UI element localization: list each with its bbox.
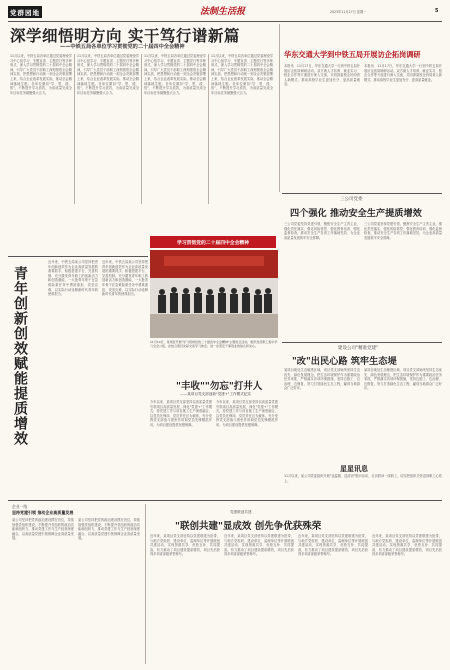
main-subtitle: ——中铁五局各单位学习贯彻党的二十届四中全会精神 xyxy=(60,44,185,50)
four-body-col-1: 三公司党委坚持党建引领，聚焦安全生产主责主业，强化责任落实、强化风险管控、强化教育培训、强化监督检查，推动安全生产各项工作落地见效，为企业高质量发展筑牢安全屏障。 xyxy=(284,222,360,240)
side-vertical-headline: 青年创新创效赋能提质增效 xyxy=(12,266,28,446)
right-top-body-col-1: 本报讯 11月17日，华东交通大学一行到中铁五局开展访企拓岗调研活动。双方就人才培养、就业实习、校企合作等方面进行深入交流，共同探索校企协同育人新模式，推动高校毕业生更加充分、更高质量就业。 xyxy=(284,64,360,87)
eco-body-col-1: 某项目地处生态敏感区域，项目党支部始终坚持生态优先、绿色发展理念，把生态环境保护作为重要政治任务来抓，严格落实各项环保措施，坚持边施工、边治理、边修复，努力打造绿色生态工程，赢得当地群众广泛好评。 xyxy=(284,368,360,391)
masthead-rule xyxy=(8,21,442,22)
star-news-headline: 星星讯息 xyxy=(340,464,368,473)
bottom-body-col-2: 近年来，某项目党支部坚持以党建联建为纽带，与地方党组织、建设单位、监理单位等开展联创共建活动，实现资源共享、优势互补、共同提高，有力推动了项目建设提质增效，项目先后获得多项省部级荣誉称号。 xyxy=(224,534,294,557)
harvest-body-col-1: 今年以来，某项目党支部坚持以高质量党建引领项目高质量发展，深化"党建+"工作模式，将党建工作与项目施工生产深度融合，以党员先锋岗、党员责任区为载体，充分发挥党支部战斗堡垒作用和党员先锋模范作用，为项目建设提供坚强保障。 xyxy=(150,400,212,427)
side-kicker xyxy=(24,262,29,266)
main-headline: 深学细悟明方向 实干笃行谱新篇 xyxy=(10,26,240,45)
date-line: 2023年11月27日 星期一 xyxy=(330,10,367,14)
paper-logo: 法制生活报 xyxy=(200,7,246,17)
harvest-headline: "丰收""勿忘"打井人 xyxy=(176,381,263,392)
bottom-left-body-col-2: 某公司坚持把党的政治建设摆在首位，持续加强党组织建设，不断提升党组织的政治功能和组织力，推动党建工作与生产经营深度融合，以高质量党建引领保障企业高质量发展。 xyxy=(78,518,140,541)
bottom-left-headline: 坚持党建引领 推动企业高质量发展 xyxy=(12,510,74,515)
four-body-col-2: 三公司党委坚持党建引领，聚焦安全生产主责主业，强化责任落实、强化风险管控、强化教育培训、强化监督检查，推动安全生产各项工作落地见效，为企业高质量发展筑牢安全屏障。 xyxy=(364,222,442,240)
side-body-col-2: 近年来，中铁五局某公司坚持把青年创新创效作为企业高质量发展的重要抓手，积极搭建平台、完善机制，充分激发青年职工的创新活力和创造潜能，一大批青年骨干在急难险重任务中勇挑重担、攻坚克难，以实际行动诠释新时代青年的使命担当。 xyxy=(102,260,148,297)
right-top-headline: 华东交通大学到中铁五局开展访企拓岗调研 xyxy=(284,50,421,59)
main-body-col-1: 11月以来，中铁五局各单位通过党委理论学习中心组学习、专题宣讲、主题党日等多种形式，深入学习贯彻党的二十届四中全会精神，引导广大党员干部职工深刻领悟全会精神实质，把思想和行动统一到全会决策部署上来，结合企业改革发展实际，推动全会精神落地生根。各单位紧扣"学、思、践、悟"，不断提升学习质效，为高质量完成全年目标任务凝聚强大合力。 xyxy=(10,54,72,95)
bottom-left-body-col-1: 某公司坚持把党的政治建设摆在首位，持续加强党组织建设，不断提升党组织的政治功能和组织力，推动党建工作与生产经营深度融合，以高质量党建引领保障企业高质量发展。 xyxy=(12,518,74,541)
bottom-body-col-1: 近年来，某项目党支部坚持以党建联建为纽带，与地方党组织、建设单位、监理单位等开展联创共建活动，实现资源共享、优势互补、共同提高，有力推动了项目建设提质增效，项目先后获得多项省部级荣誉称号。 xyxy=(150,534,220,557)
section-rule xyxy=(8,256,148,257)
section-rule xyxy=(282,193,442,194)
four-headline: 四个强化 推动安全生产提质增效 xyxy=(290,208,422,219)
harvest-body-col-2: 今年以来，某项目党支部坚持以高质量党建引领项目高质量发展，深化"党建+"工作模式，将党建工作与项目施工生产深度融合，以党员先锋岗、党员责任区为载体，充分发挥党支部战斗堡垒作用和党员先锋模范作用，为项目建设提供坚强保障。 xyxy=(216,400,278,427)
column-divider xyxy=(145,504,146,664)
main-body-col-2: 11月以来，中铁五局各单位通过党委理论学习中心组学习、专题宣讲、主题党日等多种形式，深入学习贯彻党的二十届四中全会精神，引导广大党员干部职工深刻领悟全会精神实质，把思想和行动统一到全会决策部署上来，结合企业改革发展实际，推动全会精神落地生根。各单位紧扣"学、思、践、悟"，不断提升学习质效，为高质量完成全年目标任务凝聚强大合力。 xyxy=(77,54,139,95)
column-divider xyxy=(74,54,75,204)
group-photo-image xyxy=(150,250,278,338)
column-divider xyxy=(279,24,280,192)
bottom-headline: "联创共建"显成效 创先争优获殊荣 xyxy=(175,521,322,532)
right-top-body-col-2: 本报讯 11月17日，华东交通大学一行到中铁五局开展访企拓岗调研活动。双方就人才培养、就业实习、校企合作等方面进行深入交流，共同探索校企协同育人新模式，推动高校毕业生更加充分、更高质量就业。 xyxy=(364,64,442,82)
star-news-body: 11月以来，某公司党委组织开展"送温暖、送清凉"慰问活动，走访慰问一线职工，切实把组织关怀送到职工心坎上。 xyxy=(284,474,442,483)
main-body-col-3: 11月以来，中铁五局各单位通过党委理论学习中心组学习、专题宣讲、主题党日等多种形式，深入学习贯彻党的二十届四中全会精神，引导广大党员干部职工深刻领悟全会精神实质，把思想和行动统一到全会决策部署上来，结合企业改革发展实际，推动全会精神落地生根。各单位紧扣"学、思、践、悟"，不断提升学习质效，为高质量完成全年目标任务凝聚强大合力。 xyxy=(144,54,206,95)
section-badge: 党群园地 xyxy=(8,6,42,18)
group-photo xyxy=(150,250,278,338)
eco-body-col-2: 某项目地处生态敏感区域，项目党支部始终坚持生态优先、绿色发展理念，把生态环境保护作为重要政治任务来抓，严格落实各项环保措施，坚持边施工、边治理、边修复，努力打造绿色生态工程，赢得当地群众广泛好评。 xyxy=(364,368,442,391)
section-rule xyxy=(282,342,442,343)
bottom-body-col-3: 近年来，某项目党支部坚持以党建联建为纽带，与地方党组织、建设单位、监理单位等开展联创共建活动，实现资源共享、优势互补、共同提高，有力推动了项目建设提质增效，项目先后获得多项省部级荣誉称号。 xyxy=(298,534,368,557)
feature-banner: 学习贯彻党的二十届四中全会精神 xyxy=(150,236,276,248)
bottom-rule xyxy=(8,500,442,501)
bottom-body-col-4: 近年来，某项目党支部坚持以党建联建为纽带，与地方党组织、建设单位、监理单位等开展联创共建活动，实现资源共享、优势互补、共同提高，有力推动了项目建设提质增效，项目先后获得多项省部级荣誉称号。 xyxy=(372,534,442,557)
side-body-col-1: 近年来，中铁五局某公司坚持把青年创新创效作为企业高质量发展的重要抓手，积极搭建平台、完善机制，充分激发青年职工的创新活力和创造潜能，一大批青年骨干在急难险重任务中勇挑重担、攻坚克难，以实际行动诠释新时代青年的使命担当。 xyxy=(48,260,98,297)
eco-headline: "改"出民心路 筑牢生态堤 xyxy=(292,356,397,367)
main-body-col-4: 11月以来，中铁五局各单位通过党委理论学习中心组学习、专题宣讲、主题党日等多种形式，深入学习贯彻党的二十届四中全会精神，引导广大党员干部职工深刻领悟全会精神实质，把思想和行动统一到全会决策部署上来，结合企业改革发展实际，推动全会精神落地生根。各单位紧扣"学、思、践、悟"，不断提升学习质效，为高质量完成全年目标任务凝聚强大合力。 xyxy=(211,54,273,95)
bottom-kicker: 党建联创共建 xyxy=(230,510,252,514)
column-divider xyxy=(141,54,142,204)
bottom-left-kicker: 企业一线 xyxy=(12,504,28,509)
eco-kicker: 建设公司"精准党建" xyxy=(338,346,379,351)
photo-caption: 11月19日，某项目开展"学习贯彻党的二十届四中全会精神"主题党日活动，组织党员职工集中学习全会公报，并结合项目实际交流学习体会，进一步坚定干事创业的信心和决心。 xyxy=(150,340,278,349)
page-number: 5 xyxy=(435,8,439,14)
column-divider xyxy=(208,54,209,204)
harvest-subtitle: ——某项目党支部创新"党建+"工作模式纪实 xyxy=(180,392,252,396)
four-kicker: 三公司党委 xyxy=(340,197,363,202)
